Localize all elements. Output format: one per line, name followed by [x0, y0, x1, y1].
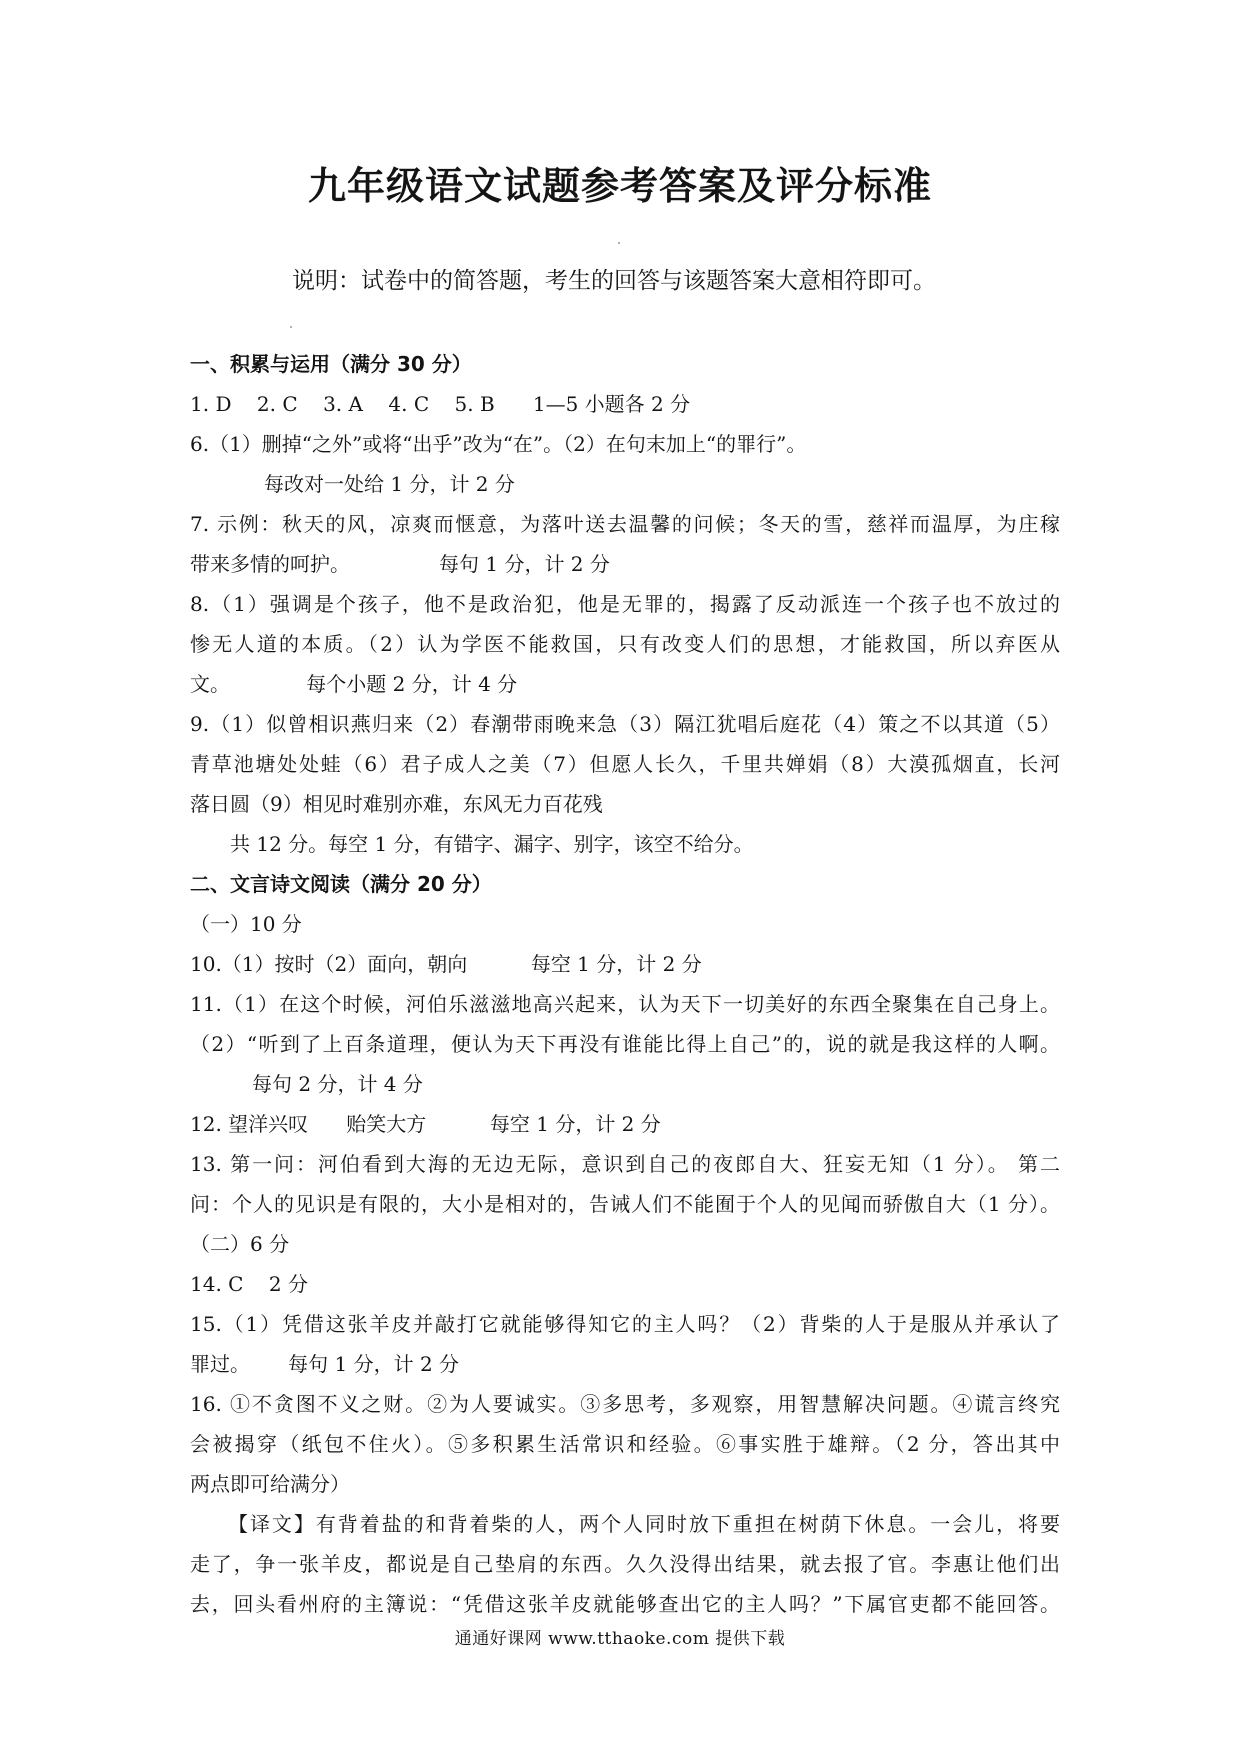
answer-line: （2）“听到了上百条道理，便认为天下再没有谁能比得上自己”的，说的就是我这样的人啊。 — [190, 1032, 1060, 1056]
answer-line: 6.（1）删掉“之外”或将“出乎”改为“在”。（2）在句末加上“的罪行”。 — [190, 432, 807, 456]
answer-line: 10.（1）按时（2）面向，朝向 每空 1 分，计 2 分 — [190, 952, 702, 976]
answer-line: 落日圆（9）相见时难别亦难，东风无力百花残 — [190, 792, 603, 816]
answer-content — [190, 344, 1060, 1624]
scan-speck — [290, 326, 292, 328]
answer-line: 【译文】有背着盐的和背着柴的人，两个人同时放下重担在树荫下休息。一会儿，将要 — [228, 1512, 1060, 1536]
answer-line: 惨无人道的本质。（2）认为学医不能救国，只有改变人们的思想，才能救国，所以弃医从 — [190, 632, 1060, 656]
answer-line: 青草池塘处处蛙（6）君子成人之美（7）但愿人长久，千里共婵娟（8）大漠孤烟直，长河 — [190, 752, 1060, 776]
answer-line: 8.（1）强调是个孩子，他不是政治犯，他是无罪的，揭露了反动派连一个孩子也不放过的 — [190, 592, 1060, 616]
answer-line: 带来多情的呵护。 每句 1 分，计 2 分 — [190, 552, 610, 576]
instruction-note: 说明：试卷中的简答题，考生的回答与该题答案大意相符即可。 — [292, 268, 936, 294]
answer-line: 去，回头看州府的主簿说：“凭借这张羊皮就能够查出它的主人吗？”下属官吏都不能回答。 — [190, 1592, 1060, 1616]
answer-line: 12. 望洋兴叹 贻笑大方 每空 1 分，计 2 分 — [190, 1112, 661, 1136]
answer-line: （一）10 分 — [190, 912, 302, 936]
answer-line: 7. 示例：秋天的风，凉爽而惬意，为落叶送去温馨的问候；冬天的雪，慈祥而温厚，为庄稼 — [190, 512, 1060, 536]
answer-line: 罪过。 每句 1 分，计 2 分 — [190, 1352, 460, 1376]
footer-source: 通通好课网 www.tthaoke.com 提供下载 — [454, 1629, 786, 1649]
answer-line: 每改对一处给 1 分，计 2 分 — [264, 472, 515, 496]
answer-line: 问：个人的见识是有限的，大小是相对的，告诫人们不能囿于个人的见闻而骄傲自大（1 分）。 — [190, 1192, 1060, 1216]
answer-line: 两点即可给满分） — [190, 1472, 350, 1496]
page-title: 九年级语文试题参考答案及评分标准 — [307, 164, 932, 208]
section-heading: 二、文言诗文阅读（满分 20 分） — [190, 872, 492, 896]
answer-line: 每句 2 分，计 4 分 — [252, 1072, 423, 1096]
answer-line: 会被揭穿（纸包不住火）。⑤多积累生活常识和经验。⑥事实胜于雄辩。（2 分，答出其中 — [190, 1432, 1060, 1456]
answer-line: 1. D 2. C 3. A 4. C 5. B 1—5 小题各 2 分 — [190, 392, 691, 416]
scan-speck — [618, 242, 620, 244]
answer-line: 14. C 2 分 — [190, 1272, 308, 1296]
answer-line: 11.（1）在这个时候，河伯乐滋滋地高兴起来，认为天下一切美好的东西全聚集在自己身上。 — [190, 992, 1060, 1016]
answer-line: 13. 第一问：河伯看到大海的无边无际，意识到自己的夜郎自大、狂妄无知（1 分）。 第二 — [190, 1152, 1060, 1176]
answer-line: （二）6 分 — [190, 1232, 290, 1256]
answer-line: 16. ①不贪图不义之财。②为人要诚实。③多思考，多观察，用智慧解决问题。④谎言终究 — [190, 1392, 1060, 1416]
answer-line: 15.（1）凭借这张羊皮并敲打它就能够得知它的主人吗？（2）背柴的人于是服从并承认了 — [190, 1312, 1060, 1336]
section-heading: 一、积累与运用（满分 30 分） — [190, 352, 472, 376]
answer-line: 走了，争一张羊皮，都说是自己垫肩的东西。久久没得出结果，就去报了官。李惠让他们出 — [190, 1552, 1060, 1576]
answer-line: 文。 每个小题 2 分，计 4 分 — [190, 672, 518, 696]
answer-line: 共 12 分。每空 1 分，有错字、漏字、别字，该空不给分。 — [230, 832, 754, 856]
answer-line: 9.（1）似曾相识燕归来（2）春潮带雨晚来急（3）隔江犹唱后庭花（4）策之不以其道（5） — [190, 712, 1060, 736]
